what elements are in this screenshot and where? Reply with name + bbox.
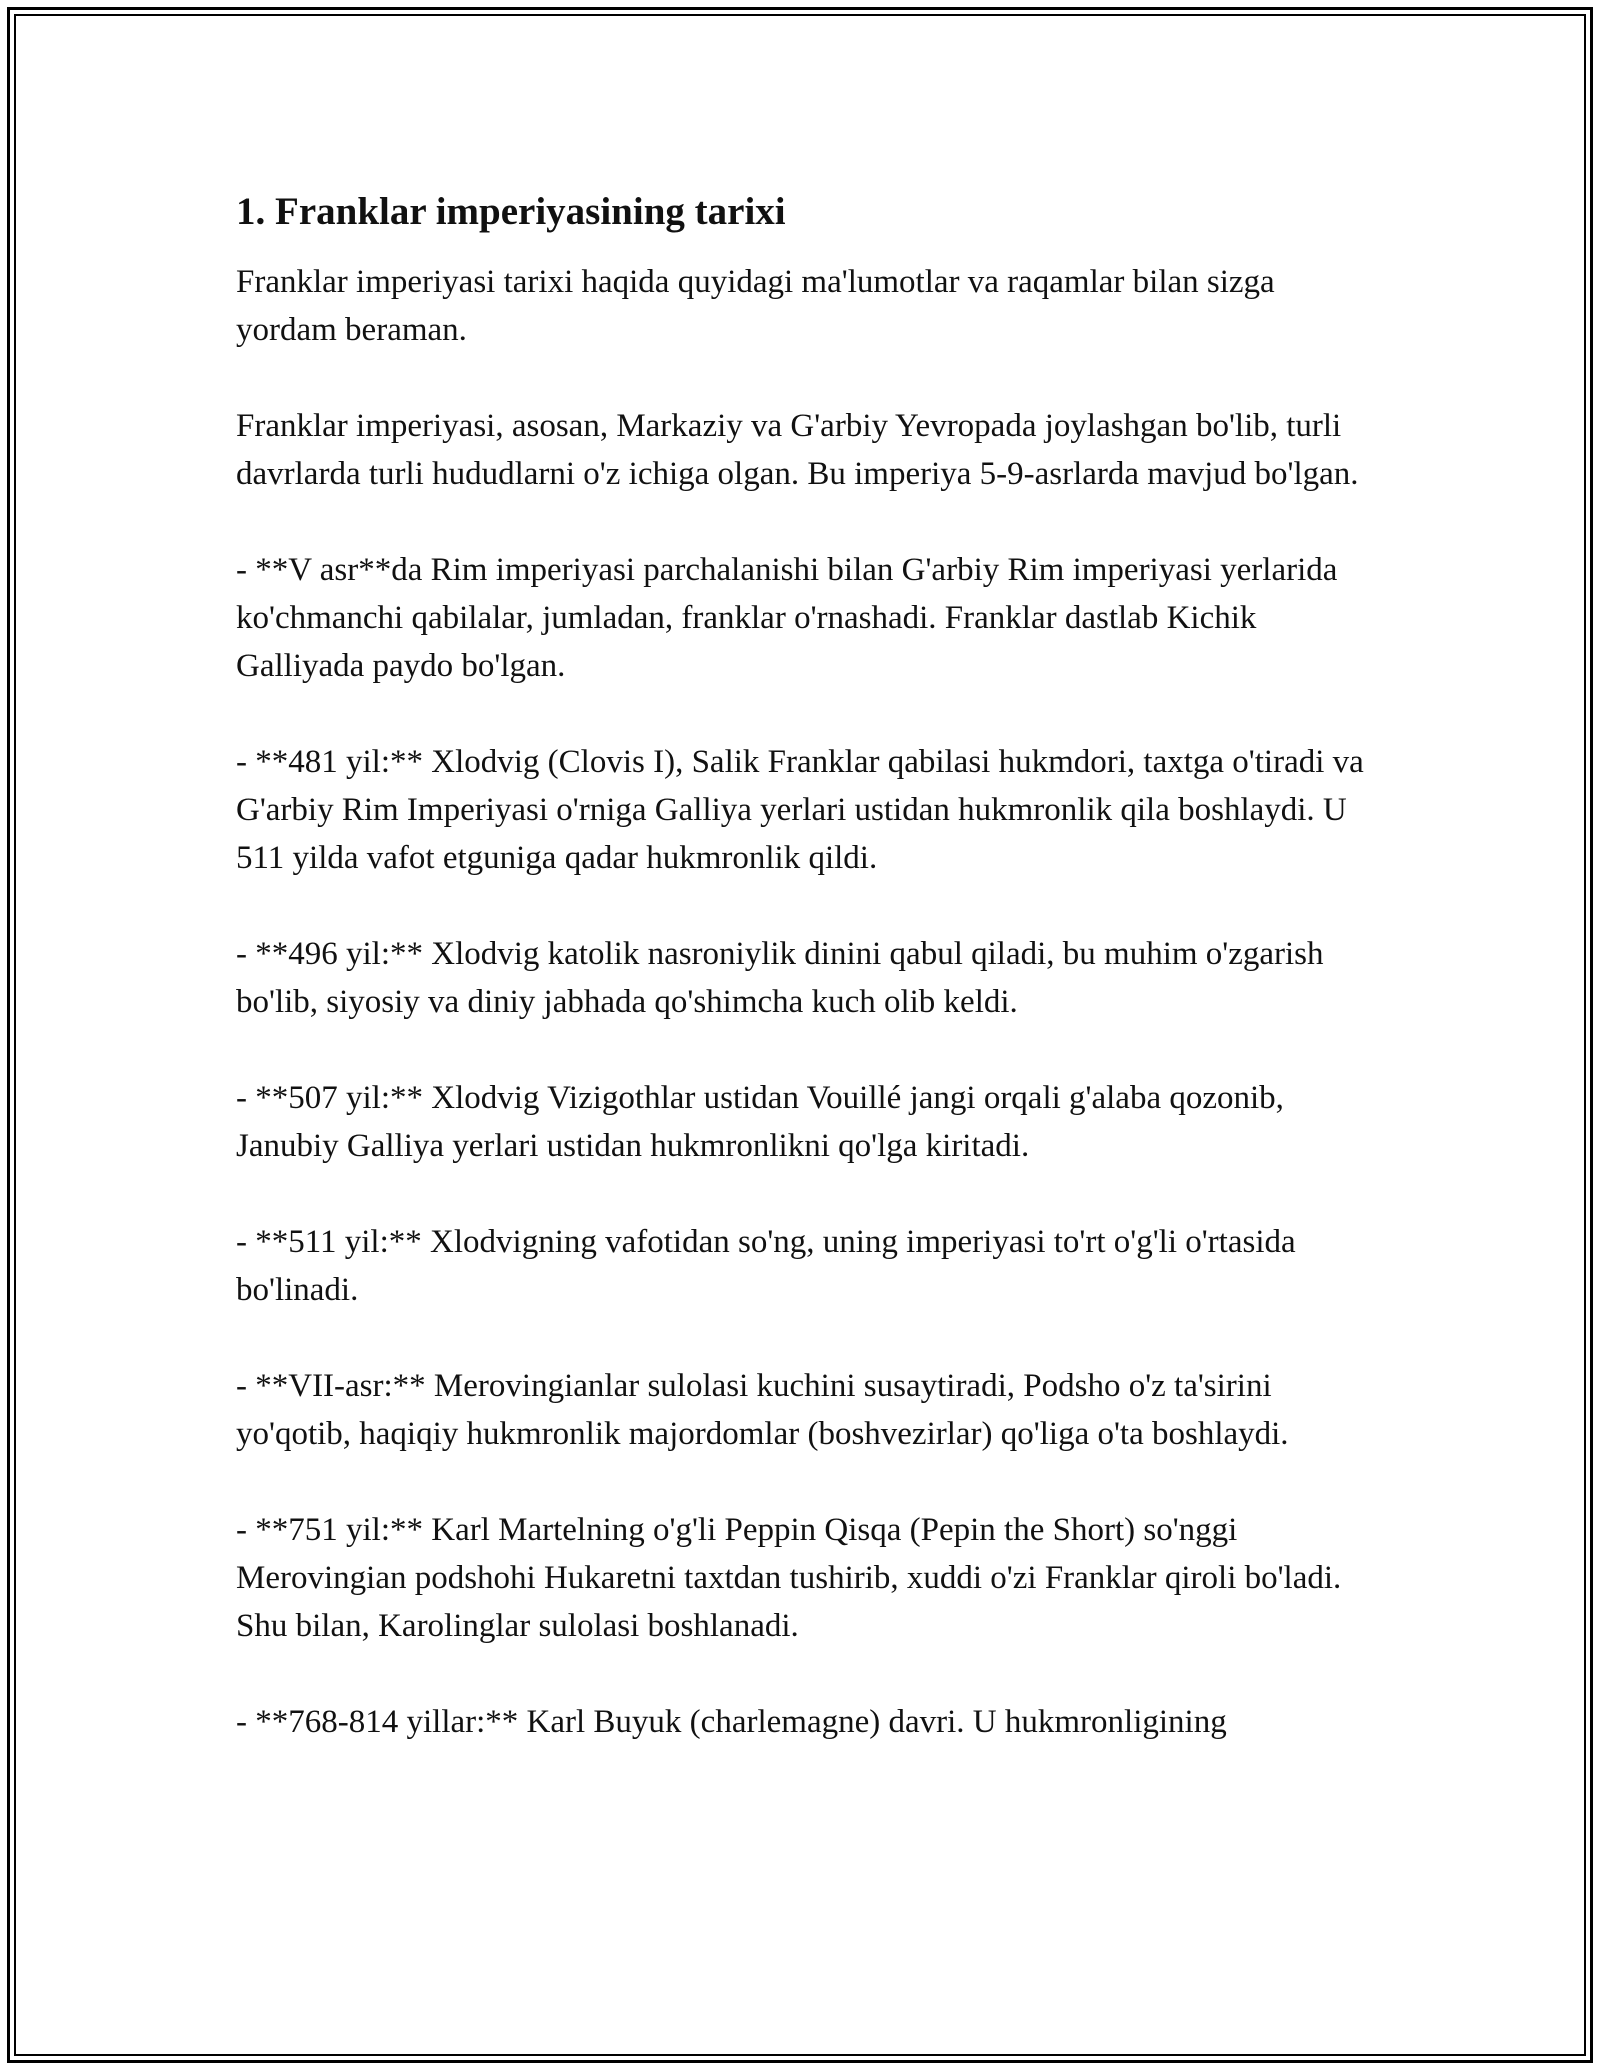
paragraph-intro: Franklar imperiyasi tarixi haqida quyidagi ma'lumotlar va raqamlar bilan sizga yordam beraman. [236, 264, 1275, 348]
paragraph-768-814: - **768-814 yillar:** Karl Buyuk (charlemagne) davri. U hukmronligining [236, 1704, 1227, 1740]
paragraph-481: - **481 yil:** Xlodvig (Clovis I), Salik Franklar qabilasi hukmdori, taxtga o'tiradi va G'arbiy Rim Imperiyasi o'rniga Galliya yerlari ustidan hukmronlik qila boshlaydi. U 511 yilda vafot etguniga qadar hukmronlik qildi. [236, 744, 1364, 876]
document-title: 1. Franklar imperiyasining tarixi [236, 190, 786, 233]
paragraph-vii-century: - **VII-asr:** Merovingianlar sulolasi kuchini susaytiradi, Podsho o'z ta'sirini yo'qotib, haqiqiy hukmronlik majordomlar (boshvezirlar) qo'liga o'ta boshlaydi. [236, 1368, 1289, 1452]
document-body [236, 188, 1376, 1794]
paragraph-507: - **507 yil:** Xlodvig Vizigothlar ustidan Vouillé jangi orqali g'alaba qozonib, Janubiy Galliya yerlari ustidan hukmronlikni qo'lga kiritadi. [236, 1080, 1284, 1164]
paragraph-496: - **496 yil:** Xlodvig katolik nasroniylik dinini qabul qiladi, bu muhim o'zgarish bo'lib, siyosiy va diniy jabhada qo'shimcha kuch olib keldi. [236, 936, 1324, 1020]
paragraph-overview: Franklar imperiyasi, asosan, Markaziy va G'arbiy Yevropada joylashgan bo'lib, turli davrlarda turli hududlarni o'z ichiga olgan. Bu imperiya 5-9-asrlarda mavjud bo'lgan. [236, 408, 1359, 492]
paragraph-511: - **511 yil:** Xlodvigning vafotidan so'ng, uning imperiyasi to'rt o'g'li o'rtasida bo'linadi. [236, 1224, 1296, 1308]
paragraph-751: - **751 yil:** Karl Martelning o'g'li Peppin Qisqa (Pepin the Short) so'nggi Merovingian podshohi Hukaretni taxtdan tushirib, xuddi o'zi Franklar qiroli bo'ladi. Shu bilan, Karolinglar sulolasi boshlanadi. [236, 1512, 1342, 1644]
paragraph-v-century: - **V asr**da Rim imperiyasi parchalanishi bilan G'arbiy Rim imperiyasi yerlarida ko'chmanchi qabilalar, jumladan, franklar o'rnashadi. Franklar dastlab Kichik Galliyada paydo bo'lgan. [236, 552, 1338, 684]
